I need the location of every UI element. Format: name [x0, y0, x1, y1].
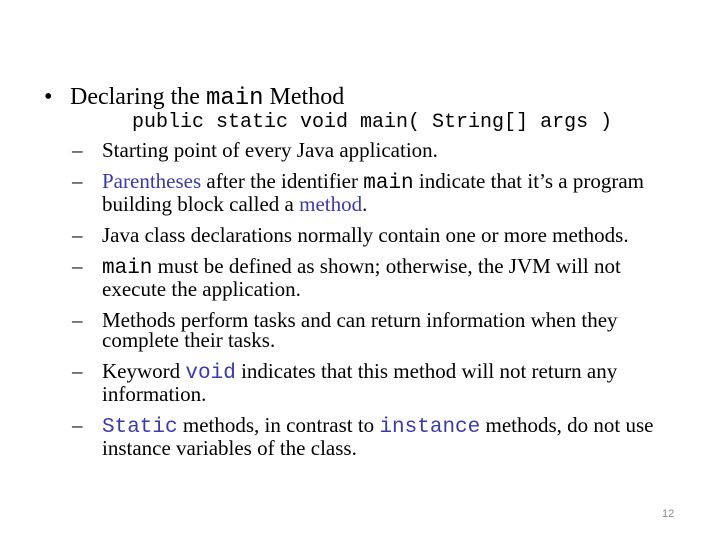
item-text: indicates that this method will not return any information.: [102, 359, 618, 406]
inline-code: Static: [102, 416, 178, 439]
sub-bullet-dash: –: [72, 254, 83, 278]
inline-code: main: [102, 257, 153, 280]
inline-code: void: [185, 362, 236, 385]
list-item: [72, 171, 672, 214]
list-item: [72, 140, 672, 160]
item-text: must be defined as shown; otherwise, the JVM will not execute the application.: [102, 254, 621, 301]
sub-bullet-dash: –: [72, 359, 83, 383]
term-parentheses: Parentheses: [102, 169, 202, 193]
sub-bullet-dash: –: [72, 223, 83, 247]
list-item: [72, 415, 672, 458]
inline-code: instance: [379, 416, 481, 439]
heading-code: main: [205, 85, 264, 112]
list-item: [72, 310, 672, 350]
term-method: method: [299, 192, 363, 216]
heading-prefix: Declaring the: [70, 84, 206, 110]
item-text: Keyword: [102, 359, 186, 383]
sub-bullet-dash: –: [72, 169, 83, 193]
item-text: Methods perform tasks and can return information when they complete their tasks.: [102, 308, 618, 352]
item-text: .: [362, 192, 368, 216]
main-method-signature: public static void main( String[] args ): [132, 111, 613, 134]
list-item: [72, 361, 672, 404]
list-item: [72, 256, 672, 299]
sub-bullet-dash: –: [72, 308, 83, 332]
item-text: indicate that it’s a program building block called a: [102, 169, 644, 216]
list-item: [72, 225, 672, 245]
page-number: 12: [662, 508, 675, 520]
item-text: Starting point of every Java application.: [102, 138, 438, 162]
sub-bullet-dash: –: [72, 413, 83, 437]
sub-bullet-list: [72, 140, 672, 469]
sub-bullet-dash: –: [72, 138, 83, 162]
item-text: methods, in contrast to: [177, 413, 380, 437]
item-text: after the identifier: [201, 169, 364, 193]
item-text: Java class declarations normally contain one or more methods.: [102, 223, 629, 247]
bullet-dot: •: [44, 84, 53, 110]
inline-code: main: [363, 172, 414, 195]
item-text: methods, do not use instance variables of the class.: [102, 413, 654, 460]
heading-suffix: Method: [263, 84, 345, 110]
